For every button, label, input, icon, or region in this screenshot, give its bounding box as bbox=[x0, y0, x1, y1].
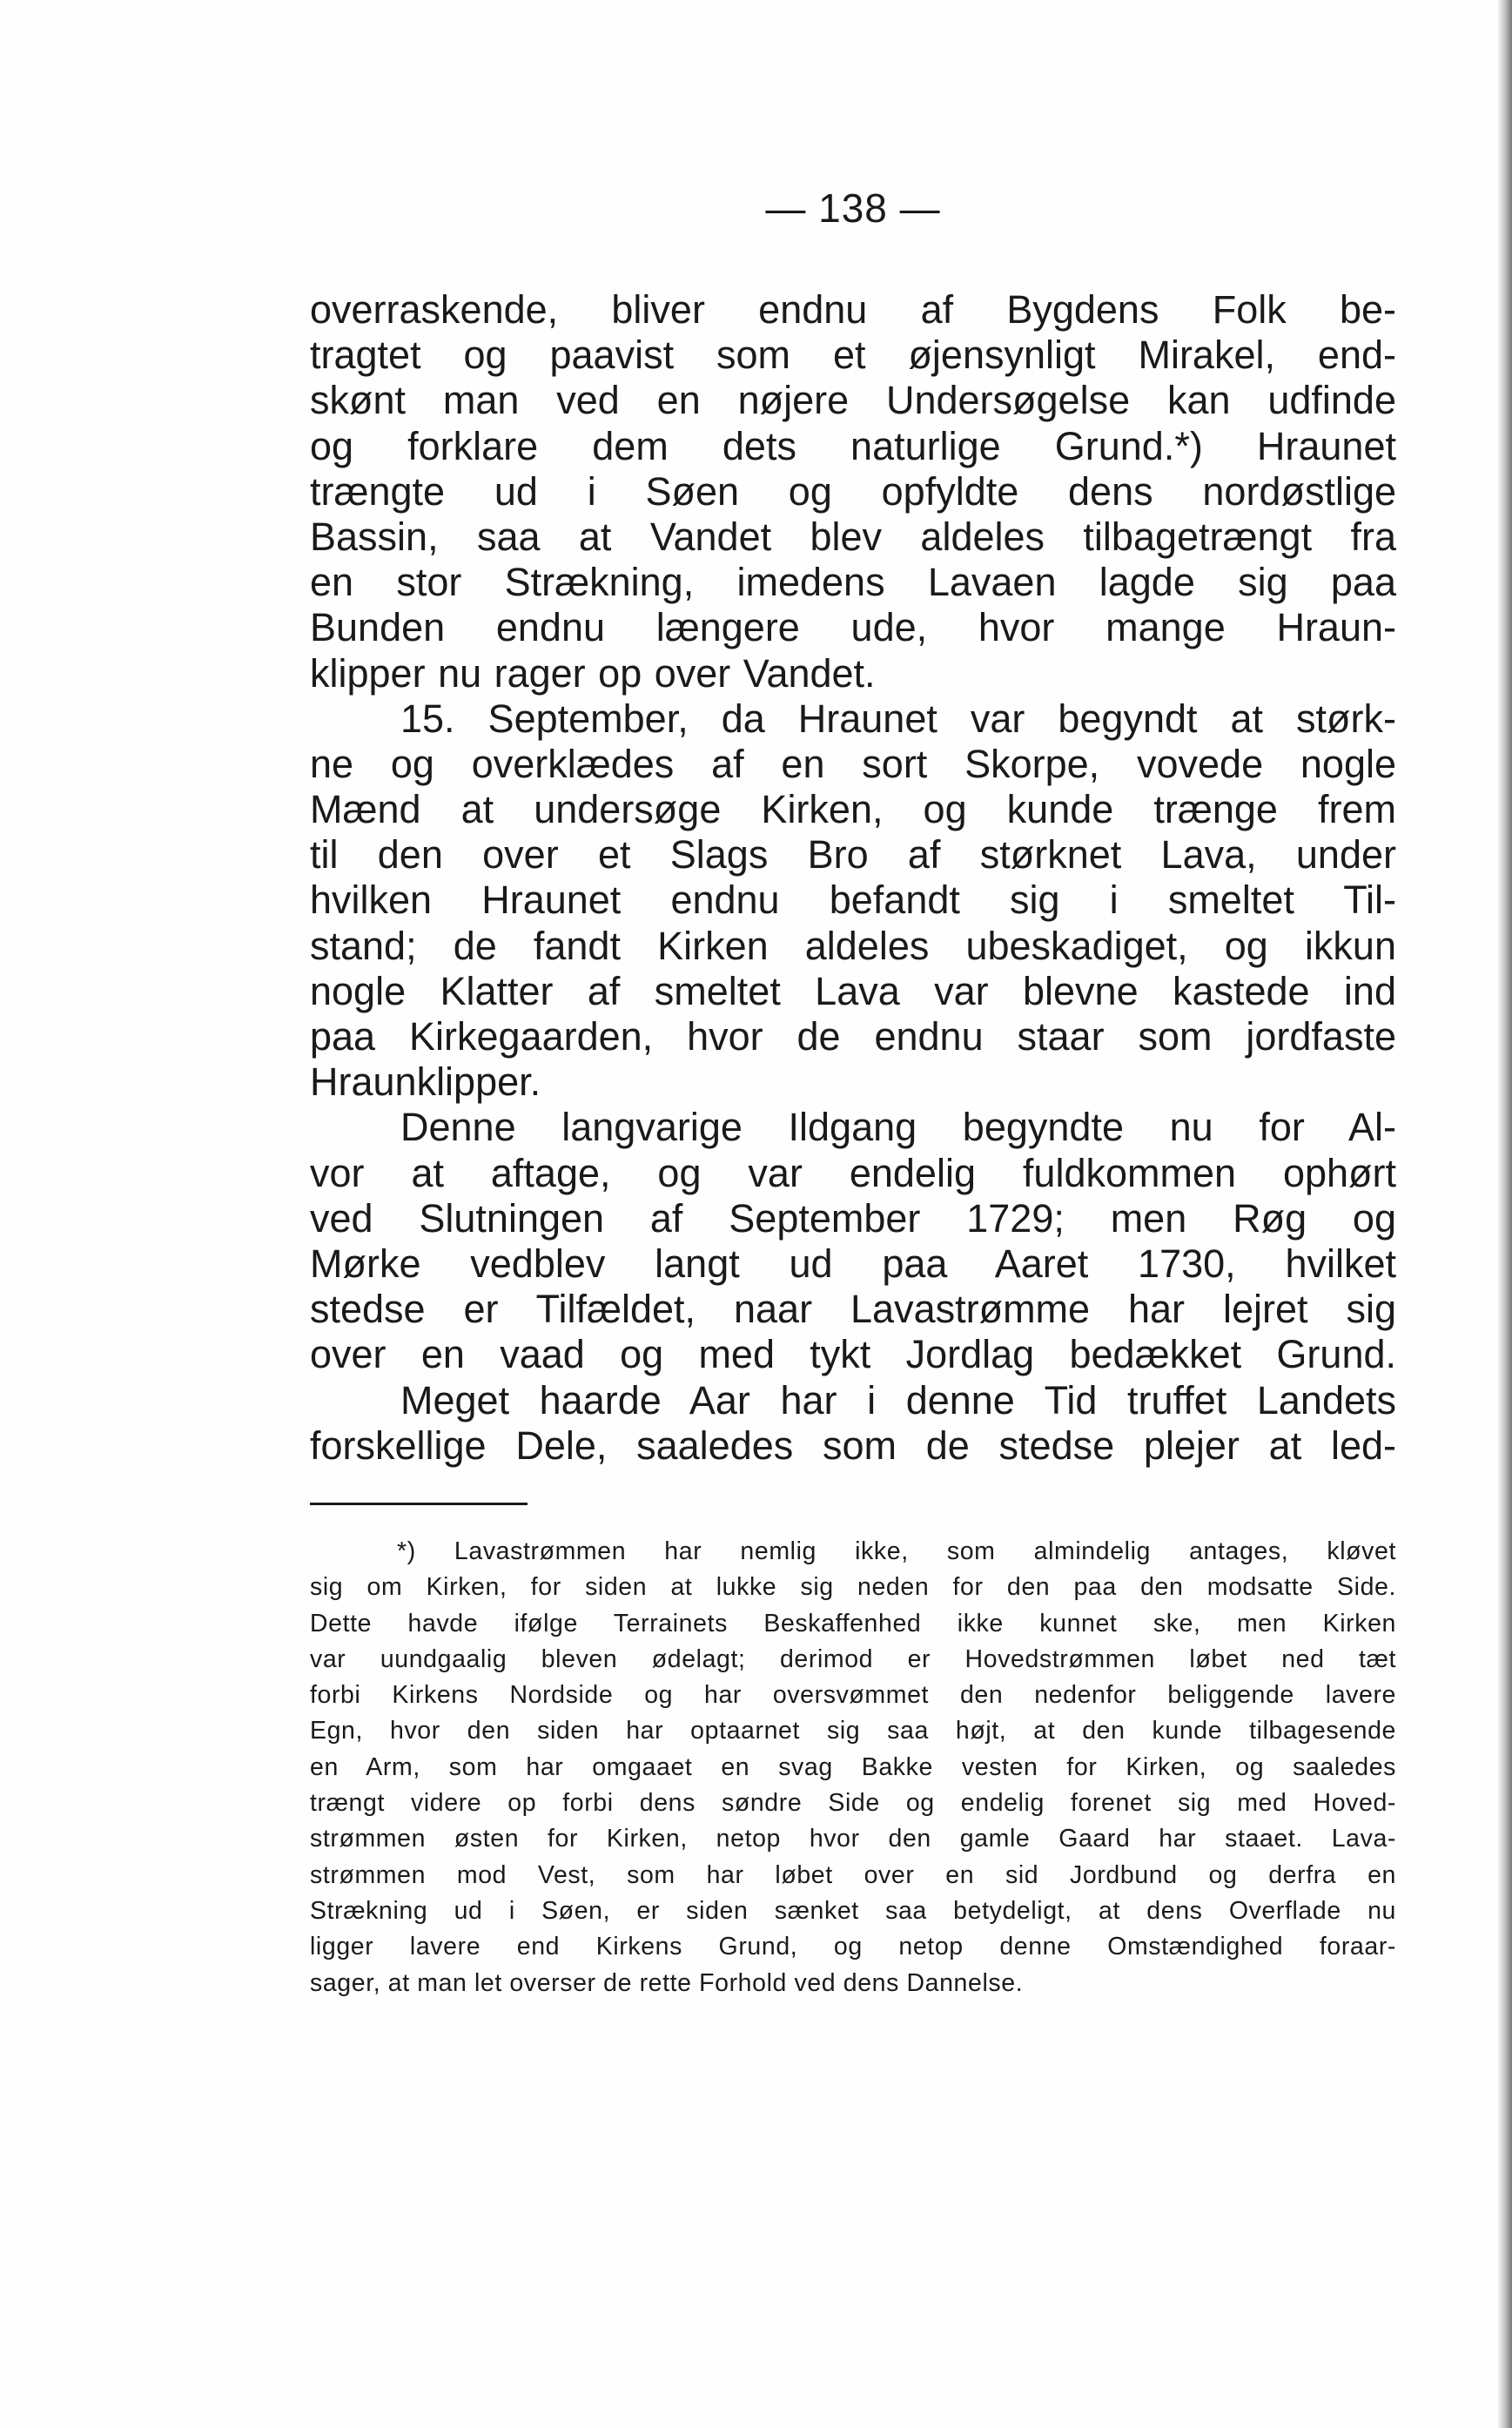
footnote-line: Strækning ud i Søen, er siden sænket saa betydeligt, at dens Overflade nu bbox=[310, 1896, 1396, 1925]
body-line: nogle Klatter af smeltet Lava var blevne kastede ind bbox=[310, 968, 1396, 1013]
body-line: vor at aftage, og var endelig fuldkommen ophørt bbox=[310, 1150, 1396, 1195]
page-number: — 138 — bbox=[765, 185, 941, 231]
footnote-line: strømmen østen for Kirken, netop hvor den gamle Gaard har staaet. Lava- bbox=[310, 1825, 1396, 1853]
footnote-line: forbi Kirkens Nordside og har oversvømmet den nedenfor beliggende lavere bbox=[310, 1681, 1396, 1710]
footnote-divider bbox=[310, 1503, 528, 1505]
body-line: hvilken Hraunet endnu befandt sig i smeltet Til- bbox=[310, 878, 1396, 923]
body-line: Mænd at undersøge Kirken, og kunde trænge frem bbox=[310, 787, 1396, 832]
page-edge-shadow bbox=[1498, 0, 1512, 2428]
footnote-line: var uundgaalig bleven ødelagt; derimod er Hovedstrømmen løbet ned tæt bbox=[310, 1644, 1396, 1673]
footnote-line: en Arm, som har omgaaet en svag Bakke vesten for Kirken, og saaledes bbox=[310, 1752, 1396, 1781]
footnote-line: sager, at man let overser de rette Forhold ved dens Dannelse. bbox=[310, 1968, 1024, 1997]
body-line: og forklare dem dets naturlige Grund.*) Hraunet bbox=[310, 423, 1396, 468]
body-line: over en vaad og med tykt Jordlag bedækket Grund. bbox=[310, 1332, 1396, 1377]
body-line: en stor Strækning, imedens Lavaen lagde sig paa bbox=[310, 560, 1396, 605]
body-line: ne og overklædes af en sort Skorpe, vovede nogle bbox=[310, 741, 1396, 786]
footnote-line: ligger lavere end Kirkens Grund, og netop denne Omstændighed foraar- bbox=[310, 1933, 1396, 1961]
body-line: overraskende, bliver endnu af Bygdens Folk be- bbox=[310, 287, 1396, 332]
body-line: skønt man ved en nøjere Undersøgelse kan udfinde bbox=[310, 378, 1396, 423]
footnote-line: *) Lavastrømmen har nemlig ikke, som almindelig antages, kløvet bbox=[397, 1537, 1396, 1565]
footnote-line: sig om Kirken, for siden at lukke sig neden for den paa den modsatte Side. bbox=[310, 1573, 1396, 1602]
body-line: trængte ud i Søen og opfyldte dens nordøstlige bbox=[310, 468, 1396, 514]
footnote-line: Egn, hvor den siden har optaarnet sig saa højt, at den kunde tilbagesende bbox=[310, 1717, 1396, 1745]
body-line: til den over et Slags Bro af størknet Lava, under bbox=[310, 832, 1396, 878]
body-line: Denne langvarige Ildgang begyndte nu for Al- bbox=[400, 1105, 1396, 1150]
body-line: Meget haarde Aar har i denne Tid truffet Landets bbox=[400, 1377, 1396, 1422]
body-line: forskellige Dele, saaledes som de stedse plejer at led- bbox=[310, 1422, 1396, 1468]
body-line: ved Slutningen af September 1729; men Røg og bbox=[310, 1195, 1396, 1241]
body-text bbox=[310, 287, 1396, 1469]
body-line: klipper nu rager op over Vandet. bbox=[310, 650, 876, 696]
body-line: Hraunklipper. bbox=[310, 1059, 541, 1105]
body-line: Bassin, saa at Vandet blev aldeles tilbagetrængt fra bbox=[310, 514, 1396, 559]
footnote-line: strømmen mod Vest, som har løbet over en sid Jordbund og derfra en bbox=[310, 1860, 1396, 1889]
footnote-line: trængt videre op forbi dens søndre Side og endelig forenet sig med Hoved- bbox=[310, 1789, 1396, 1818]
body-line: stand; de fandt Kirken aldeles ubeskadiget, og ikkun bbox=[310, 923, 1396, 968]
body-line: stedse er Tilfældet, naar Lavastrømme har lejret sig bbox=[310, 1287, 1396, 1332]
body-line: Mørke vedblev langt ud paa Aaret 1730, hvilket bbox=[310, 1241, 1396, 1286]
body-line: Bunden endnu længere ude, hvor mange Hraun- bbox=[310, 605, 1396, 650]
footnote bbox=[310, 1534, 1396, 2001]
body-line: paa Kirkegaarden, hvor de endnu staar som jordfaste bbox=[310, 1014, 1396, 1059]
footnote-line: Dette havde ifølge Terrainets Beskaffenhed ikke kunnet ske, men Kirken bbox=[310, 1609, 1396, 1638]
body-line: tragtet og paavist som et øjensynligt Mirakel, end- bbox=[310, 333, 1396, 378]
body-line: 15. September, da Hraunet var begyndt at størk- bbox=[400, 696, 1396, 741]
